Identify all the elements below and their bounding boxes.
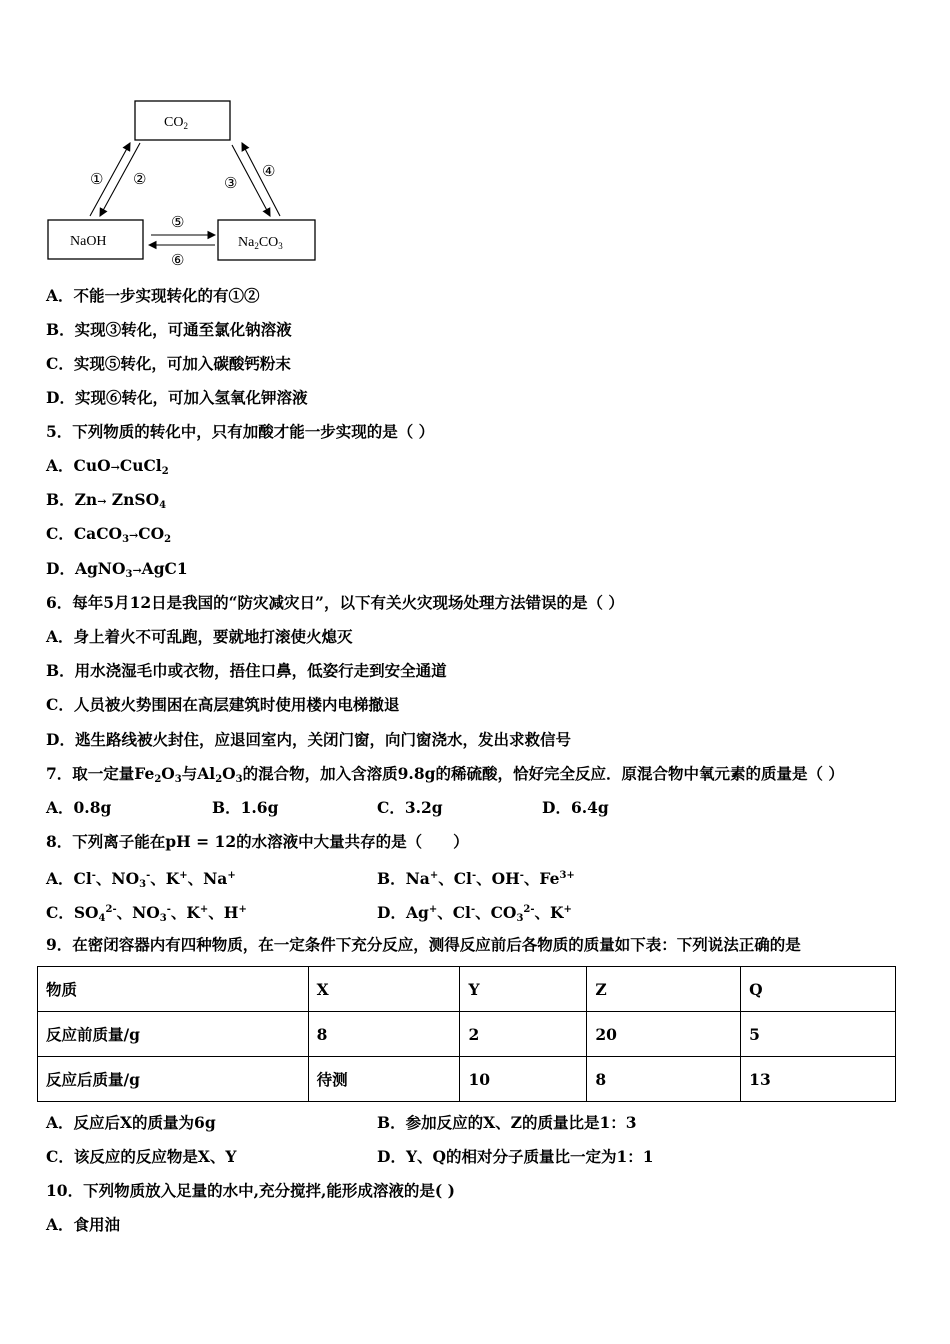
q8-stem: 8．下列离子能在pH = 12的水溶液中大量共存的是（ ） xyxy=(46,832,469,851)
table-cell: 待测 xyxy=(308,1057,460,1102)
q6-option-a: A．身上着火不可乱跑，要就地打滚使火熄灭 xyxy=(46,627,353,646)
q6-option-b: B．用水浇湿毛巾或衣物，捂住口鼻，低姿行走到安全通道 xyxy=(46,661,447,680)
q6-stem: 6．每年5月12日是我国的“防灾减灾日”，以下有关火灾现场处理方法错误的是（ ） xyxy=(46,593,624,612)
label-4: ④ xyxy=(262,162,276,180)
q7-option-c: C．3.2g xyxy=(377,798,443,817)
q4-option-a: A．不能一步实现转化的有①② xyxy=(46,286,260,305)
table-cell: 8 xyxy=(308,1012,460,1057)
q9-option-b: B．参加反应的X、Z的质量比是1：3 xyxy=(377,1113,637,1132)
label-3: ③ xyxy=(224,174,238,192)
q7-stem: 7．取一定量$Fe_2O_3$与$Al_2O_3$的混合物，加入含溶质9.8g的稀硫酸，恰好完全反应．原混合物中氧元素的质量是（ ） xyxy=(46,764,844,785)
table-cell: 反应前质量/g xyxy=(38,1012,309,1057)
q9-stem: 9．在密闭容器内有四种物质，在一定条件下充分反应，测得反应前后各物质的质量如下表：下列说法正确的是 xyxy=(46,935,801,954)
co2-label: CO xyxy=(164,115,184,130)
q7-option-d: D．6.4g xyxy=(542,798,609,817)
q4-option-b: B．实现③转化，可通至氯化钠溶液 xyxy=(46,320,292,339)
q7-option-a: A．0.8g xyxy=(46,798,112,817)
q9-option-a: A．反应后X的质量为6g xyxy=(46,1113,216,1132)
table-cell: 反应后质量/g xyxy=(38,1057,309,1102)
mass-table xyxy=(37,966,896,1102)
co2-sub: 2 xyxy=(183,121,188,131)
q9-option-d: D．Y、Q的相对分子质量比一定为1：1 xyxy=(377,1147,654,1166)
table-cell: 20 xyxy=(587,1012,741,1057)
table-cell: 10 xyxy=(460,1057,587,1102)
na2co3-sub2: 3 xyxy=(278,241,283,251)
conversion-diagram xyxy=(40,95,340,270)
table-cell: X xyxy=(308,967,460,1012)
q5-option-d: D．AgNO$_3$→AgC1 xyxy=(46,559,188,580)
table-cell: Z xyxy=(587,967,741,1012)
q4-option-d: D．实现⑥转化，可加入氢氧化钾溶液 xyxy=(46,388,308,407)
q10-option-a: A．食用油 xyxy=(46,1215,121,1234)
table-row xyxy=(38,967,896,1012)
label-5: ⑤ xyxy=(171,213,185,231)
table-cell: 5 xyxy=(741,1012,896,1057)
naoh-label: NaOH xyxy=(70,234,107,249)
table-cell: 13 xyxy=(741,1057,896,1102)
table-row xyxy=(38,1057,896,1102)
q5-option-a: A．CuO→CuCl$_2$ xyxy=(46,456,169,477)
q5-option-c: C．$CaCO_3\to CO_2$ xyxy=(46,524,172,545)
svg-text:Na2CO3 xyxy=(238,235,283,251)
na2co3-label-b: CO xyxy=(258,235,279,250)
q4-option-c: C．实现⑤转化，可加入碳酸钙粉末 xyxy=(46,354,291,373)
table-row xyxy=(38,1012,896,1057)
table-cell: 2 xyxy=(460,1012,587,1057)
q9-option-c: C．该反应的反应物是X、Y xyxy=(46,1147,237,1166)
q8-option-d: D．Ag+、Cl-、$CO_3^{2-}$、K+ xyxy=(377,903,572,924)
q8-option-b: B．Na+、Cl-、OH-、$Fe^{3+}$ xyxy=(377,869,575,888)
table-cell: 8 xyxy=(587,1057,741,1102)
label-1: ① xyxy=(90,170,104,188)
q7-option-b: B．1.6g xyxy=(212,798,279,817)
na2co3-sub: 2 xyxy=(254,241,259,251)
table-cell: Y xyxy=(460,967,587,1012)
arrow-3 xyxy=(232,145,270,216)
q8-option-c: C．$SO_4^{2-}$、$NO_3^-$、K+、H+ xyxy=(46,903,247,924)
q10-stem: 10．下列物质放入足量的水中,充分搅拌,能形成溶液的是( ) xyxy=(46,1181,455,1200)
q6-option-d: D．逃生路线被火封住，应退回室内，关闭门窗，向门窗浇水，发出求救信号 xyxy=(46,730,571,749)
q8-option-a: A．Cl-、$NO_3^-$、K+、Na+ xyxy=(46,869,236,890)
na2co3-label-a: Na xyxy=(238,235,255,250)
table-cell: 物质 xyxy=(38,967,309,1012)
q6-option-c: C．人员被火势围困在高层建筑时使用楼内电梯撤退 xyxy=(46,695,400,714)
table-cell: Q xyxy=(741,967,896,1012)
q5-stem: 5．下列物质的转化中，只有加酸才能一步实现的是（ ） xyxy=(46,422,435,441)
label-2: ② xyxy=(133,170,147,188)
label-6: ⑥ xyxy=(171,251,185,269)
q5-option-b: B．Zn→ ZnSO$_4$ xyxy=(46,490,167,511)
